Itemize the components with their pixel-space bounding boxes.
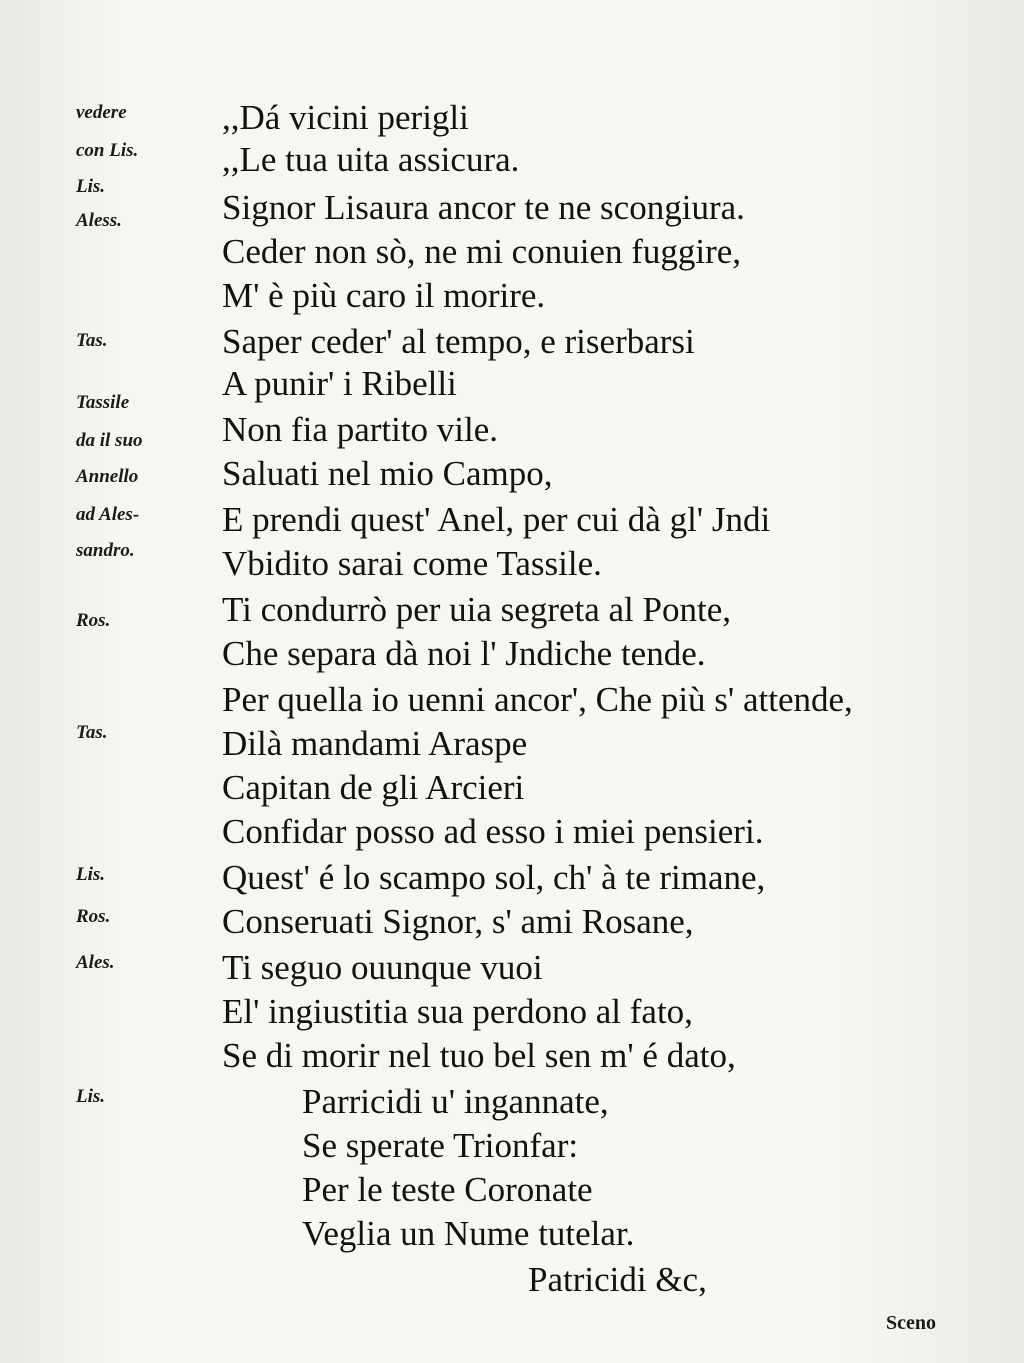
aria-line: Per le teste Coronate: [302, 1170, 593, 1209]
verse-line: Se di morir nel tuo bel sen m' é dato,: [222, 1036, 736, 1075]
verse-line: Confidar posso ad esso i miei pensieri.: [222, 812, 764, 851]
aria-line: Se sperate Trionfar:: [302, 1126, 579, 1165]
verse-line: Saper ceder' al tempo, e riserbarsi: [222, 322, 695, 361]
verse-line: Vbidito sarai come Tassile.: [222, 544, 602, 583]
verse-line: ,,Dá vicini perigli: [222, 98, 469, 137]
verse-line: Capitan de gli Arcieri: [222, 768, 525, 807]
stage-direction: da il suo: [76, 430, 143, 451]
catchword: Sceno: [886, 1312, 936, 1334]
stage-direction: Annello: [76, 466, 139, 487]
verse-line: Che separa dà noi l' Jndiche tende.: [222, 634, 706, 673]
verse-line: Quest' é lo scampo sol, ch' à te rimane,: [222, 858, 766, 897]
aria-refrain: Patricidi &c,: [528, 1260, 707, 1299]
verse-line: Per quella io uenni ancor', Che più s' attende,: [222, 680, 853, 719]
verse-line: Conseruati Signor, s' ami Rosane,: [222, 902, 694, 941]
speaker-note: vedere: [76, 102, 127, 123]
verse-line: M' è più caro il morire.: [222, 276, 546, 315]
speaker-name: Tas.: [76, 330, 108, 351]
speaker-name: Aless.: [76, 210, 122, 231]
speaker-name: Lis.: [76, 176, 106, 197]
verse-line: Ti condurrò per uia segreta al Ponte,: [222, 590, 732, 629]
stage-direction: sandro.: [76, 540, 135, 561]
speaker-note: con Lis.: [76, 140, 139, 161]
speaker-name: Ros.: [76, 906, 111, 927]
verse-line: ,,Le tua uita assicura.: [222, 140, 520, 179]
aria-line: Parricidi u' ingannate,: [302, 1082, 609, 1121]
verse-line: Saluati nel mio Campo,: [222, 454, 553, 493]
verse-line: Signor Lisaura ancor te ne scongiura.: [222, 188, 745, 227]
verse-line: A punir' i Ribelli: [222, 364, 457, 403]
aria-line: Veglia un Nume tutelar.: [302, 1214, 635, 1253]
verse-line: Dilà mandami Araspe: [222, 724, 528, 763]
stage-direction: ad Ales-: [76, 504, 140, 525]
verse-line: El' ingiustitia sua perdono al fato,: [222, 992, 693, 1031]
speaker-name: Ros.: [76, 610, 111, 631]
speaker-name: Lis.: [76, 864, 106, 885]
verse-line: Non fia partito vile.: [222, 410, 499, 449]
verse-line: Ceder non sò, ne mi conuien fuggire,: [222, 232, 742, 271]
speaker-name: Tas.: [76, 722, 108, 743]
speaker-name: Ales.: [76, 952, 115, 973]
speaker-name: Lis.: [76, 1086, 106, 1107]
verse-line: Ti seguo ouunque vuoi: [222, 948, 543, 987]
verse-line: E prendi quest' Anel, per cui dà gl' Jndi: [222, 500, 771, 539]
stage-direction: Tassile: [76, 392, 130, 413]
